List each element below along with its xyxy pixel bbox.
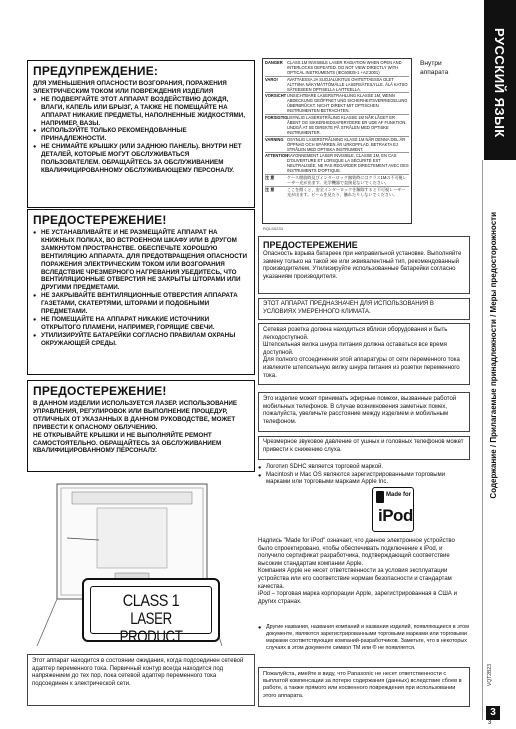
other-trademarks: [258, 624, 470, 652]
laser-label-lang: 注 意: [265, 186, 275, 192]
ipod-description: [258, 538, 470, 606]
list-item: ● НЕ СНИМАЙТЕ КРЫШКУ (ИЛИ ЗАДНЮЮ ПАНЕЛЬ). ВНУТРИ НЕТ ДЕТАЛЕЙ, КОТОРЫЕ МОГУТ ОБСЛУЖИВАТЬСЯ ПОЛЬЗОВАТЕЛЕМ. ОБРАЩАЙТЕСЬ ЗА ОБСЛУЖИВАНИЕМ КВАЛИФИЦИРОВАННОМУ ОБСЛУЖИВАЮЩЕМУ ПЕРСОНАЛУ.: [33, 143, 249, 175]
laser-label-text: CLASS 1M INVISIBLE LASER RADIATION WHEN OPEN AND INTERLOCKS DEFEATED. DO NOT VIEW DIRECTLY WITH OPTICAL INSTRUMENTS (IEC60825-1 +A2:2001): [287, 60, 402, 75]
laser-label-lang: ATTENTION: [265, 153, 289, 159]
list-item: ● НЕ ЗАКРЫВАЙТЕ ВЕНТИЛЯЦИОННЫЕ ОТВЕРСТИЯ АППАРАТА ГАЗЕТАМИ, СКАТЕРТЯМИ, ШТОРАМИ И ПОДОБНЫМИ ПРЕДМЕТАМИ.: [33, 292, 249, 316]
climate-note: [258, 298, 470, 320]
laser-warning-label: [262, 58, 412, 224]
laser-caution-text: В ДАННОМ ИЗДЕЛИИ ИСПОЛЬЗУЕТСЯ ЛАЗЕР. ИСПОЛЬЗОВАНИЕ УПРАВЛЕНИЯ, РЕГУЛИРОВОК ИЛИ ВЫПОЛНЕНИЕ ПРОЦЕДУР, ОТЛИЧНЫХ ОТ УКАЗАННЫХ В ДАННОМ РУКОВОДСТВЕ, МОЖЕТ ПРИВЕСТИ К ОПАСНОМУ ОБЛУЧЕНИЮ.: [33, 400, 238, 431]
language-tab-label: РУССКИЙ ЯЗЫК: [492, 28, 507, 138]
class1-line2: LASER PRODUCT: [119, 609, 183, 646]
warning-box: [27, 60, 255, 208]
page-badge: [486, 706, 500, 720]
battery-caution-text: Опасность взрыва батареек при неправильной установке. Выполняйте замену только на такой же или эквивалентный тип, рекомендованный производителем. Утилизируйте использованные батарейки согласно указаниям производителя.: [263, 251, 462, 280]
list-item: ● НЕ УСТАНАВЛИВАЙТЕ И НЕ РАЗМЕЩАЙТЕ АППАРАТ НА КНИЖНЫХ ПОЛКАХ, ВО ВСТРОЕННОМ ШКАФУ ИЛИ В ДРУГОМ ЗАМКНУТОМ ПРОСТРАНСТВЕ. ОБЕСПЕЧЬТЕ ХОРОШУЮ ВЕНТИЛЯЦИЮ АППАРАТА. ДЛЯ ПРЕДОТВРАЩЕНИЯ ОПАСНОСТИ ПОРАЖЕНИЯ ЭЛЕКТРИЧЕСКИМ ТОКОМ ИЛИ ВОЗГОРАНИЯ ВСЛЕДСТВИЕ ЧРЕЗМЕРНОГО НАГРЕВАНИЯ УБЕДИТЕСЬ, ЧТО ВЕНТИЛЯЦИОННЫЕ ОТВЕРСТИЯ НЕ ЗАКРЫТЫ ШТОРАМИ ИЛИ ДРУГИМИ ПРЕДМЕТАМИ.: [33, 229, 249, 292]
page-badge-number: 3: [490, 707, 496, 718]
laser-caution-text-2: НЕ ОТКРЫВАЙТЕ КРЫШКИ И НЕ ВЫПОЛНЯЙТЕ РЕМОНТ САМОСТОЯТЕЛЬНО. ОБРАЩАЙТЕСЬ ЗА ОБСЛУЖИВАНИЕМ КВАЛИФИЦИРОВАННОМУ ПЕРСОНАЛУ.: [33, 431, 222, 455]
outlet-note: [258, 323, 470, 385]
laser-label-text: ケース開放時及びインターロック無効時にはクラス1Mの不可視レーザー光が出ます。光学機器で直接見ないでください。: [287, 175, 407, 185]
caution-box: [27, 209, 255, 375]
panasonic-text: Пожалуйста, имейте в виду, что Panasonic не несет ответственности с выплатой компенсации за потерю содержания (данных) вследствие сбоев в работе, а также прямого или косвенного повреждения при использовании этого аппарата.: [263, 671, 462, 699]
laser-caution-box: [27, 380, 255, 472]
language-tab: [484, 0, 516, 160]
laser-label-row: [265, 188, 409, 198]
ipod-brand: iPod: [378, 506, 413, 525]
caution-title: ПРЕДОСТЕРЕЖЕНИЕ!: [33, 213, 167, 227]
toc-label: Содержание / Прилагаемые принадлежности / Меры предосторожности: [489, 212, 498, 499]
climate-text: ЭТОТ АППАРАТ ПРЕДНАЗНАЧЕН ДЛЯ ИСПОЛЬЗОВАНИЯ В УСЛОВИЯХ УМЕРЕННОГО КЛИМАТА.: [263, 301, 434, 315]
laser-label-text: UNSICHTBARE LASERSTRAHLUNG KLASSE 1M, WENN ABDECKUNG GEÖFFNET UND SICHERHEITSVERRIEGELUNG ÜBERBRÜCKT. NICHT DIREKT MIT OPTISCHEN INSTRUMENTEN BETRACHTEN.: [287, 93, 408, 114]
laser-label-text: AVATTAESSA JA SUOJALUKITUS OHITETTAESSA OLET ALTTIINA NÄKYMÄTTÖMÄLLE LASERSÄTEILYLLE. ÄLÄ KATSO SÄTEESEEN OPTISELLA LAITTEELLA.: [287, 76, 408, 92]
page-code: VQT2B23: [487, 664, 493, 686]
class1-label: [82, 578, 220, 646]
standby-text: Этот аппарат находится в состоянии ожидания, когда подсоединен сетевой адаптер переменного тока. Первичный контур всегда находится под напряжением до тех пор, пока сетевой адаптер переменного тока подсоединен к электрической сети.: [32, 658, 244, 687]
list-item: ● Логотип SDHC является торговой маркой.: [258, 464, 470, 472]
list-item: ● НЕ ПОДВЕРГАЙТЕ ЭТОТ АППАРАТ ВОЗДЕЙСТВИЮ ДОЖДЯ, ВЛАГИ, КАПЕЛЬ ИЛИ БРЫЗГ, А ТАКЖЕ НЕ ПОМЕЩАЙТЕ НА АППАРАТ НИКАКИЕ ПРЕДМЕТЫ, НАПОЛНЕННЫЕ ЖИДКОСТЯМИ, НАПРИМЕР, ВАЗЫ.: [33, 96, 249, 128]
ipod-text-2: Компания Apple не несет ответственности за условия эксплуатации устройства или его соответствие нормам безопасности и стандартам качества.: [258, 568, 452, 590]
class1-line1: CLASS 1: [122, 591, 180, 610]
sidebar-rule: [482, 160, 483, 720]
battery-caution-box: [258, 236, 470, 294]
laser-label-text: ここを開くと、安全インターロックを解除すると不可視レーザー光が出ます。ビームを見たり、触れたりしないでください。: [287, 186, 406, 197]
laser-label-text: USYNLIG LASERSTRÅLING KLASSE 1M NÅR LÅGET ER ÅBENT OG SIKKERHEDSAFBRYDERE ER UDE AF FUNKTION. UNDGÅ AT SE DIREKTE PÅ STRÅLEN MED OPTISKE INSTRUMENTER.: [287, 115, 407, 135]
device-illustration: [27, 478, 255, 650]
laser-label-row: [265, 176, 409, 187]
battery-caution-title: ПРЕДОСТЕРЕЖЕНИЕ: [263, 240, 358, 250]
outlet-text-2: Штепсельная вилка шнура питания должна оставаться все время доступной.: [263, 342, 447, 356]
laser-label-row: [265, 94, 409, 115]
laser-label-lang: VARNING: [265, 136, 284, 142]
caution-list: [33, 229, 249, 348]
laser-label-row: [265, 78, 409, 94]
laser-label-lang: VARO!: [265, 76, 278, 82]
outlet-text-3: Для полного отсоединения этой аппаратуры от сети переменного тока извлеките штепсельную вилку шнура питания из розетки переменного тока.: [263, 357, 460, 379]
sound-pressure-text: Чрезмерное звуковое давление от ушных и головных телефонов может привести к снижению слуха.: [263, 439, 464, 453]
laser-label-lang: VORSICHT: [265, 93, 287, 99]
page-number: 3: [488, 720, 492, 726]
warning-title: ПРЕДУПРЕЖДЕНИЕ:: [33, 64, 159, 78]
laser-label-lang: 注 意: [265, 175, 275, 181]
list-item: ● Macintosh и Mac OS являются зарегистрированными торговыми марками или торговыми марками Apple Inc.: [258, 472, 470, 487]
standby-note: [27, 654, 255, 706]
laser-label-text: OSYNLIG LASERSTRÅLNING KLASS 1M NÄR DENNA DEL ÄR ÖPPNAD OCH SPÄRREN ÄR URKOPPLAD. BETRAKTA EJ STRÅLEN MED OPTISKA INSTRUMENT.: [287, 136, 406, 152]
list-item: ● УТИЛИЗИРУЙТЕ БАТАРЕЙКИ СОГЛАСНО ПРАВИЛАМ ОХРАНЫ ОКРУЖАЮЩЕЙ СРЕДЫ.: [33, 332, 249, 348]
ipod-text-3: iPod – торговая марка корпорации Apple, зарегистрированная в США и других странах.: [258, 591, 457, 605]
laser-caution-title: ПРЕДОСТЕРЕЖЕНИЕ!: [33, 384, 167, 398]
laser-label-row: [265, 61, 409, 77]
interference-text: Это изделие может принимать эфирные помехи, вызванные работой мобильных телефонов. В случае возникновения заметных помех, пожалуйста, увеличьте расстояние между изделием и мобильным телефоном.: [263, 396, 457, 425]
laser-label-row: [265, 116, 409, 137]
panasonic-note: [258, 667, 470, 707]
laser-label-lang: FORSIGTIG: [265, 115, 288, 121]
interference-note: [258, 392, 470, 432]
warning-list: [33, 96, 249, 175]
laser-label-code: RQLS0233: [263, 226, 283, 231]
ipod-device-icon: [376, 491, 384, 503]
outlet-text-1: Сетевая розетка должна находиться вблизи оборудования и быть легкодоступной.: [263, 327, 448, 341]
warning-intro: ДЛЯ УМЕНЬШЕНИЯ ОПАСНОСТИ ВОЗГОРАНИЯ, ПОРАЖЕНИЯ ЭЛЕКТРИЧЕСКИМ ТОКОМ ИЛИ ПОВРЕЖДЕНИЯ ИЗДЕЛИЯ: [33, 80, 227, 95]
list-item: ● ИСПОЛЬЗУЙТЕ ТОЛЬКО РЕКОМЕНДОВАННЫЕ ПРИНАДЛЕЖНОСТИ.: [33, 127, 249, 143]
laser-label-row: [265, 138, 409, 154]
laser-label-lang: DANGER: [265, 60, 283, 65]
list-item: ● Другие названия, названия компаний и названия изделий, появляющиеся в этом документе, являются зарегистрированными торговыми марками или торговыми марками соответствующих компаний-разработчиков. Заметьте, что в некоторых случаях в этом документе символ TM или ® не появляется.: [258, 624, 470, 652]
laser-label-row: [265, 154, 409, 175]
ipod-text-1: Надпись "Made for iPod" означает, что данное электронное устройство было спроектировано, чтобы обеспечивать подключение к iPod, и получило сертификат разработчика, подтверждающий соответствие высоким стандартам компании Apple.: [258, 538, 455, 567]
list-item: ● НЕ ПОМЕЩАЙТЕ НА АППАРАТ НИКАКИЕ ИСТОЧНИКИ ОТКРЫТОГО ПЛАМЕНИ, НАПРИМЕР, ГОРЯЩИЕ СВЕЧИ.: [33, 316, 249, 332]
laser-label-text: RAYONNEMENT LASER INVISIBLE, CLASSE 1M, EN CAS D'OUVERTURE ET LORSQUE LA SÉCURITÉ EST NEUTRALISÉE. NE PAS REGARDER DIRECTEMENT AVEC DES INSTRUMENTS D'OPTIQUE.: [287, 153, 409, 174]
ipod-made-for: Made for: [386, 492, 412, 498]
trademark-list: [258, 464, 470, 487]
inside-unit-label: Внутри аппарата: [420, 60, 449, 76]
sound-pressure-note: [258, 436, 470, 460]
made-for-ipod-badge: [372, 487, 414, 532]
